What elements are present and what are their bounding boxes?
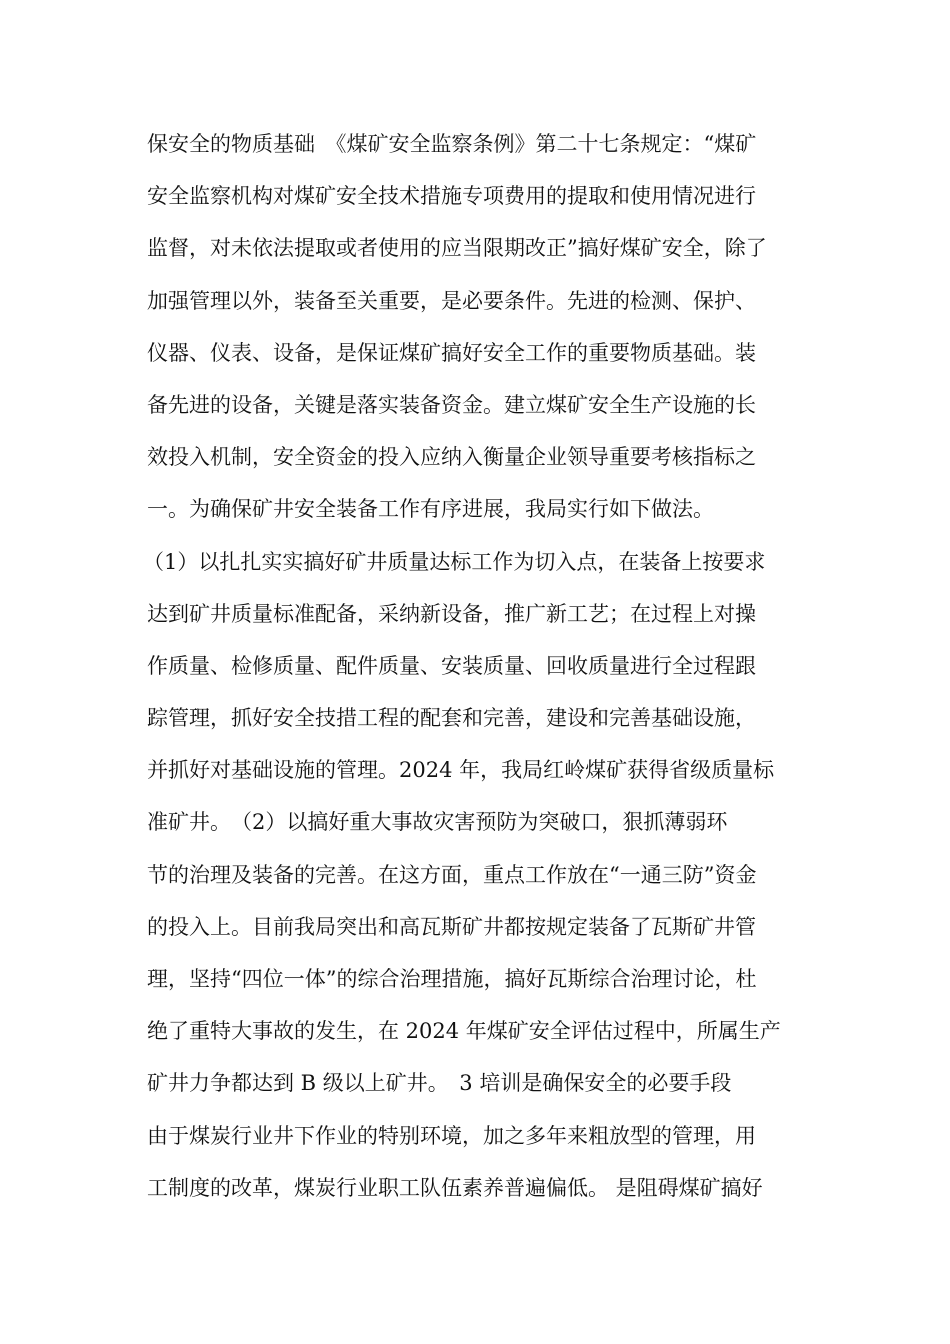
text-line: 绝了重特大事故的发生，在 2024 年煤矿安全评估过程中，所属生产 [147,1019,781,1044]
text-line: 一。为确保矿井安全装备工作有序进展，我局实行如下做法。 [147,497,714,522]
text-line: 踪管理，抓好安全技措工程的配套和完善，建设和完善基础设施， [147,706,756,731]
document-body [143,118,817,1214]
text-line: 由于煤炭行业井下作业的特别环境，加之多年来粗放型的管理，用 [147,1123,756,1148]
text-line: 矿井力争都达到 B 级以上矿井。 3 培训是确保安全的必要手段 [147,1071,732,1096]
text-line: 的投入上。目前我局突出和高瓦斯矿井都按规定装备了瓦斯矿井管 [147,914,756,939]
text-line: 效投入机制，安全资金的投入应纳入衡量企业领导重要考核指标之 [147,445,756,470]
text-line: 节的治理及装备的完善。在这方面，重点工作放在“一通三防”资金 [147,862,757,887]
text-line: 监督，对未依法提取或者使用的应当限期改正”搞好煤矿安全，除了 [147,236,767,261]
text-line: 备先进的设备，关键是落实装备资金。建立煤矿安全生产设施的长 [147,392,756,417]
text-line: （1）以扎扎实实搞好矿井质量达标工作为切入点，在装备上按要求 [143,549,766,574]
text-line: 安全监察机构对煤矿安全技术措施专项费用的提取和使用情况进行 [147,184,756,209]
text-line: 加强管理以外，装备至关重要，是必要条件。先进的检测、保护、 [147,288,756,313]
text-line: 保安全的物质基础 《煤矿安全监察条例》第二十七条规定：“煤矿 [147,132,757,156]
text-line: 作质量、检修质量、配件质量、安装质量、回收质量进行全过程跟 [147,653,756,678]
text-line: 仪器、仪表、设备，是保证煤矿搞好安全工作的重要物质基础。装 [147,340,756,365]
text-line: 准矿井。 （2）以搞好重大事故灾害预防为突破口，狠抓薄弱环 [147,810,728,835]
text-line: 并抓好对基础设施的管理。2024 年，我局红岭煤矿获得省级质量标 [147,758,775,783]
text-line: 理，坚持“四位一体”的综合治理措施，搞好瓦斯综合治理讨论，杜 [147,967,757,991]
text-line: 达到矿井质量标准配备，采纳新设备，推广新工艺；在过程上对操 [147,601,756,626]
text-line: 工制度的改革，煤炭行业职工队伍素养普遍偏低。 是阻碍煤矿搞好 [147,1175,763,1200]
